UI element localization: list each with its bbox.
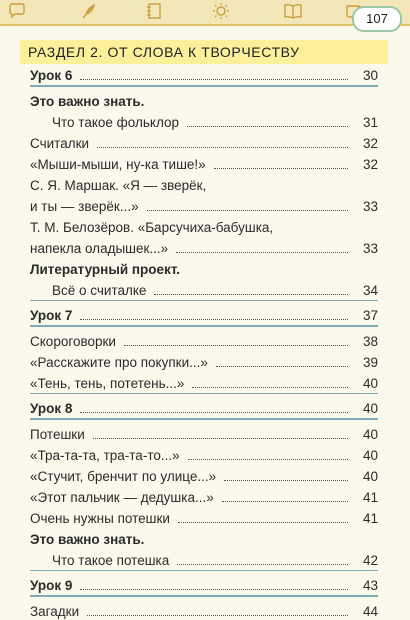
toc-item-row[interactable]: [30, 506, 378, 527]
toc-item-row[interactable]: [30, 152, 378, 173]
top-decorative-band: [0, 0, 410, 26]
toc-heading-row: [30, 527, 378, 548]
divider: [30, 393, 378, 395]
toc-item-label: Урок 6: [30, 68, 73, 83]
toc-item-page: 44: [362, 603, 378, 619]
toc-heading-row: [30, 89, 378, 110]
page-number: 107: [352, 6, 402, 32]
divider: [30, 418, 378, 420]
toc-item-row[interactable]: [30, 236, 378, 257]
toc-item-page: 41: [362, 510, 378, 526]
toc-item-label: Это важно знать.: [30, 93, 145, 109]
divider: [30, 300, 378, 302]
dot-leader: [224, 480, 348, 481]
dot-leader: [124, 345, 348, 346]
dot-leader: [177, 564, 348, 565]
toc-item-page: 41: [362, 489, 378, 505]
toc-item-row[interactable]: [30, 599, 378, 620]
toc-item-row[interactable]: [30, 215, 378, 236]
toc-item-row[interactable]: [30, 548, 378, 569]
toc-item-label: Т. М. Белозёров. «Барсучиха-бабушка,: [30, 219, 274, 235]
dot-leader: [214, 168, 348, 169]
toc-item-row[interactable]: [30, 131, 378, 152]
dot-leader: [192, 387, 348, 388]
toc-item-page: 40: [362, 375, 378, 391]
feather-icon: [80, 3, 98, 19]
toc-item-page: 38: [362, 333, 378, 349]
toc-item-row[interactable]: [30, 110, 378, 131]
toc-item-label: Урок 7: [30, 308, 73, 323]
toc-item-label: Что такое потешка: [52, 552, 170, 568]
section-title: РАЗДЕЛ 2. ОТ СЛОВА К ТВОРЧЕСТВУ: [20, 40, 388, 64]
divider: [30, 595, 378, 597]
dot-leader: [80, 412, 348, 413]
divider: [30, 325, 378, 327]
toc-item-page: 33: [362, 240, 378, 256]
toc-item-row[interactable]: [30, 443, 378, 464]
dot-leader: [93, 438, 348, 439]
toc-heading-row: [30, 257, 378, 278]
toc-item-page: 40: [362, 426, 378, 442]
toc-item-row[interactable]: [30, 371, 378, 392]
toc-item-label: Скороговорки: [30, 333, 116, 349]
toc-lesson-row[interactable]: [30, 63, 378, 84]
toc-item-label: «Тень, тень, потетень...»: [30, 375, 185, 391]
toc-item-page: 34: [362, 282, 378, 298]
toc-item-label: и ты — зверёк...»: [30, 198, 139, 214]
toc-item-row[interactable]: [30, 173, 378, 194]
toc-item-label: Это важно знать.: [30, 531, 145, 547]
toc-item-label: Очень нужны потешки: [30, 510, 170, 526]
toc-item-row[interactable]: [30, 485, 378, 506]
toc-lesson-row[interactable]: [30, 396, 378, 417]
table-of-contents: [30, 63, 378, 620]
book-icon: [284, 3, 302, 19]
toc-item-label: «Этот пальчик — дедушка...»: [30, 489, 214, 505]
toc-item-label: Урок 9: [30, 578, 73, 593]
toc-item-page: 32: [362, 156, 378, 172]
toc-item-row[interactable]: [30, 194, 378, 215]
toc-item-page: 37: [362, 308, 378, 323]
toc-item-page: 40: [362, 401, 378, 416]
toc-item-page: 33: [362, 198, 378, 214]
toc-item-label: Что такое фольклор: [52, 114, 179, 130]
dot-leader: [80, 319, 348, 320]
toc-item-label: «Мыши-мыши, ну-ка тише!»: [30, 156, 206, 172]
toc-item-page: 39: [362, 354, 378, 370]
toc-item-label: Загадки: [30, 603, 80, 619]
toc-item-row[interactable]: [30, 422, 378, 443]
toc-item-label: Литературный проект.: [30, 261, 180, 277]
toc-item-label: Всё о считалке: [52, 282, 147, 298]
chat-bubble-icon: [8, 3, 26, 19]
dot-leader: [80, 79, 348, 80]
toc-item-page: 31: [362, 114, 378, 130]
dot-leader: [87, 615, 348, 616]
toc-item-page: 43: [362, 578, 378, 593]
toc-item-page: 40: [362, 447, 378, 463]
toc-item-label: Урок 8: [30, 401, 73, 416]
dot-leader: [187, 126, 348, 127]
toc-item-row[interactable]: [30, 464, 378, 485]
dot-leader: [154, 294, 348, 295]
divider: [30, 570, 378, 572]
notebook-icon: [145, 3, 163, 19]
toc-item-label: С. Я. Маршак. «Я — зверёк,: [30, 177, 207, 193]
sun-icon: [212, 3, 230, 19]
toc-item-page: 40: [362, 468, 378, 484]
divider: [30, 85, 378, 87]
toc-item-label: «Стучит, бренчит по улице...»: [30, 468, 217, 484]
dot-leader: [176, 252, 348, 253]
dot-leader: [147, 210, 348, 211]
dot-leader: [178, 522, 348, 523]
toc-item-label: Потешки: [30, 426, 85, 442]
toc-lesson-row[interactable]: [30, 573, 378, 594]
toc-item-label: «Тра-та-та, тра-та-то...»: [30, 447, 180, 463]
dot-leader: [80, 589, 348, 590]
toc-item-row[interactable]: [30, 329, 378, 350]
dot-leader: [216, 366, 348, 367]
dot-leader: [97, 147, 348, 148]
toc-item-label: Считалки: [30, 135, 90, 151]
toc-item-page: 32: [362, 135, 378, 151]
dot-leader: [222, 501, 348, 502]
toc-item-page: 30: [362, 68, 378, 83]
toc-item-label: «Расскажите про покупки...»: [30, 354, 208, 370]
toc-item-row[interactable]: [30, 350, 378, 371]
toc-item-page: 42: [362, 552, 378, 568]
toc-item-row[interactable]: [30, 278, 378, 299]
dot-leader: [188, 459, 348, 460]
toc-item-label: напекла оладышек...»: [30, 240, 169, 256]
toc-lesson-row[interactable]: [30, 303, 378, 324]
